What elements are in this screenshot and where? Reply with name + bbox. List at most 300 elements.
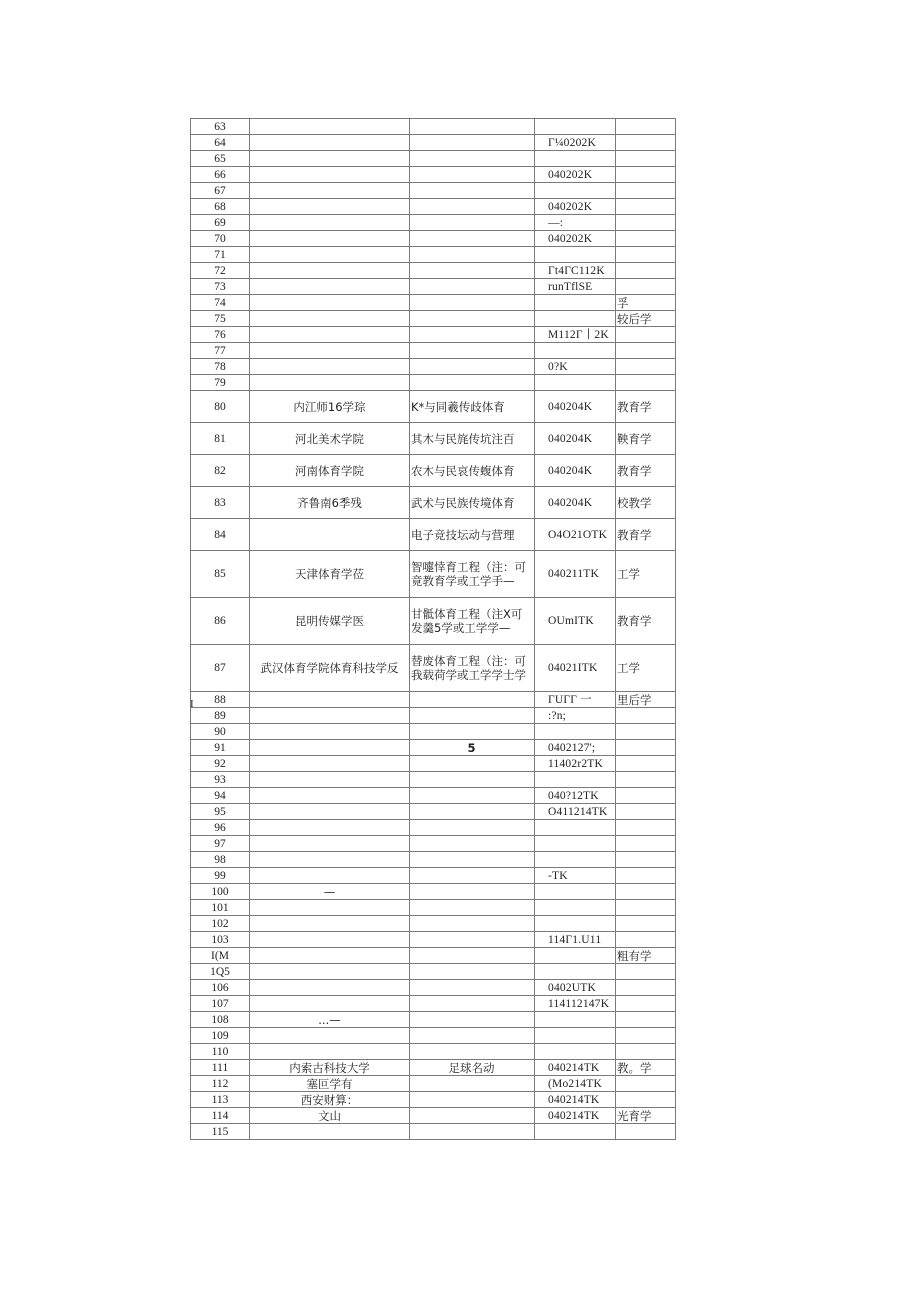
row-number-cell: 99: [191, 868, 250, 884]
table-row: [191, 231, 676, 247]
major-code-cell: 040214TK: [535, 1108, 616, 1124]
major-name-cell: 足球名动: [410, 1060, 535, 1076]
major-name-cell: [410, 804, 535, 820]
table-row: [191, 135, 676, 151]
degree-cell: 孚: [616, 295, 676, 311]
major-name-cell: 5: [410, 740, 535, 756]
table-row: [191, 932, 676, 948]
degree-cell: [616, 916, 676, 932]
table-row: [191, 423, 676, 455]
row-number-cell: 112: [191, 1076, 250, 1092]
major-code-cell: 040202K: [535, 199, 616, 215]
school-name-cell: [250, 311, 410, 327]
major-name-cell: [410, 692, 535, 708]
school-name-cell: [250, 868, 410, 884]
degree-cell: [616, 980, 676, 996]
school-name-cell: [250, 279, 410, 295]
major-code-cell: 040?12TK: [535, 788, 616, 804]
table-row: [191, 996, 676, 1012]
degree-cell: 较后学: [616, 311, 676, 327]
major-name-cell: [410, 1124, 535, 1140]
row-number-cell: 75: [191, 311, 250, 327]
major-code-cell: 040214TK: [535, 1092, 616, 1108]
table-row: [191, 1092, 676, 1108]
school-name-cell: [250, 199, 410, 215]
major-name-cell: 替废体育工程（注：可我载荷学或工学学士学: [410, 645, 535, 692]
degree-cell: [616, 359, 676, 375]
school-name-cell: 天津体育学莅: [250, 551, 410, 598]
table-row: [191, 708, 676, 724]
table-row: [191, 916, 676, 932]
row-number-cell: 68: [191, 199, 250, 215]
major-code-cell: 040214TK: [535, 1060, 616, 1076]
major-name-cell: [410, 167, 535, 183]
major-code-cell: 040202K: [535, 167, 616, 183]
row-number-cell: 63: [191, 119, 250, 135]
major-code-cell: [535, 247, 616, 263]
major-code-cell: [535, 948, 616, 964]
degree-cell: [616, 343, 676, 359]
degree-cell: 教育学: [616, 519, 676, 551]
table-row: [191, 1060, 676, 1076]
major-code-cell: 040204K: [535, 455, 616, 487]
major-name-cell: [410, 868, 535, 884]
degree-cell: 里后学: [616, 692, 676, 708]
school-name-cell: [250, 343, 410, 359]
row-number-cell: 101: [191, 900, 250, 916]
table-row: [191, 247, 676, 263]
school-name-cell: [250, 692, 410, 708]
row-number-cell: 84: [191, 519, 250, 551]
major-name-cell: [410, 263, 535, 279]
school-name-cell: [250, 740, 410, 756]
degree-cell: 教。学: [616, 1060, 676, 1076]
major-code-cell: [535, 916, 616, 932]
major-code-cell: [535, 311, 616, 327]
margin-mark: I: [190, 698, 194, 710]
major-name-cell: [410, 772, 535, 788]
table-row: [191, 1076, 676, 1092]
major-name-cell: [410, 199, 535, 215]
row-number-cell: 92: [191, 756, 250, 772]
school-name-cell: [250, 119, 410, 135]
major-code-cell: M112Γ丨2K: [535, 327, 616, 343]
degree-cell: [616, 1044, 676, 1060]
row-number-cell: 95: [191, 804, 250, 820]
row-number-cell: 110: [191, 1044, 250, 1060]
table-row: [191, 692, 676, 708]
school-name-cell: [250, 996, 410, 1012]
major-code-cell: -TK: [535, 868, 616, 884]
major-name-cell: [410, 788, 535, 804]
major-name-cell: [410, 1076, 535, 1092]
school-name-cell: [250, 1028, 410, 1044]
school-name-cell: [250, 900, 410, 916]
major-name-cell: [410, 279, 535, 295]
row-number-cell: 70: [191, 231, 250, 247]
row-number-cell: 107: [191, 996, 250, 1012]
degree-cell: [616, 151, 676, 167]
major-code-cell: 04021ITK: [535, 645, 616, 692]
school-name-cell: [250, 1124, 410, 1140]
degree-cell: [616, 708, 676, 724]
degree-cell: 光育学: [616, 1108, 676, 1124]
major-name-cell: [410, 311, 535, 327]
admissions-table-sheet: [190, 118, 675, 1140]
school-name-cell: [250, 263, 410, 279]
school-name-cell: 内江师16学琮: [250, 391, 410, 423]
major-code-cell: [535, 724, 616, 740]
major-code-cell: 0402UTK: [535, 980, 616, 996]
school-name-cell: [250, 231, 410, 247]
degree-cell: [616, 231, 676, 247]
degree-cell: [616, 772, 676, 788]
row-number-cell: 114: [191, 1108, 250, 1124]
row-number-cell: 90: [191, 724, 250, 740]
major-code-cell: 040204K: [535, 391, 616, 423]
degree-cell: [616, 1124, 676, 1140]
major-name-cell: [410, 820, 535, 836]
table-row: [191, 980, 676, 996]
table-row: [191, 836, 676, 852]
row-number-cell: 77: [191, 343, 250, 359]
table-body-top: [191, 119, 676, 391]
school-name-cell: [250, 359, 410, 375]
table-row: [191, 375, 676, 391]
major-name-cell: [410, 183, 535, 199]
row-number-cell: 1Q5: [191, 964, 250, 980]
school-name-cell: [250, 916, 410, 932]
table-row: [191, 391, 676, 423]
row-number-cell: 97: [191, 836, 250, 852]
degree-cell: [616, 375, 676, 391]
major-code-cell: [535, 884, 616, 900]
row-number-cell: 67: [191, 183, 250, 199]
degree-cell: [616, 263, 676, 279]
major-name-cell: [410, 1092, 535, 1108]
row-number-cell: 81: [191, 423, 250, 455]
school-name-cell: 昆明传媒学医: [250, 598, 410, 645]
row-number-cell: 64: [191, 135, 250, 151]
school-name-cell: [250, 724, 410, 740]
major-code-cell: [535, 119, 616, 135]
major-code-cell: 040204K: [535, 487, 616, 519]
school-name-cell: [250, 772, 410, 788]
major-code-cell: [535, 1012, 616, 1028]
major-code-cell: [535, 343, 616, 359]
row-number-cell: 98: [191, 852, 250, 868]
table-body-bottom: [191, 1060, 676, 1140]
major-name-cell: [410, 756, 535, 772]
major-code-cell: [535, 964, 616, 980]
table-row: [191, 884, 676, 900]
row-number-cell: 89: [191, 708, 250, 724]
row-number-cell: 86: [191, 598, 250, 645]
major-name-cell: [410, 932, 535, 948]
row-number-cell: 73: [191, 279, 250, 295]
major-code-cell: 0402127';: [535, 740, 616, 756]
major-name-cell: [410, 359, 535, 375]
school-name-cell: [250, 135, 410, 151]
row-number-cell: 74: [191, 295, 250, 311]
table-row: [191, 756, 676, 772]
school-name-cell: 文山: [250, 1108, 410, 1124]
major-name-cell: [410, 295, 535, 311]
degree-cell: 工学: [616, 551, 676, 598]
major-code-cell: [535, 375, 616, 391]
table-row: [191, 455, 676, 487]
school-name-cell: 西安财算：: [250, 1092, 410, 1108]
major-name-cell: 其木与民旄传坑注百: [410, 423, 535, 455]
major-code-cell: [535, 183, 616, 199]
row-number-cell: 82: [191, 455, 250, 487]
table-row: [191, 151, 676, 167]
program-table: [190, 118, 676, 1140]
major-code-cell: [535, 1044, 616, 1060]
table-row: [191, 1044, 676, 1060]
table-row: [191, 964, 676, 980]
major-name-cell: 农木与民哀传蝮体育: [410, 455, 535, 487]
school-name-cell: [250, 167, 410, 183]
table-body-mid: [191, 391, 676, 551]
major-name-cell: [410, 836, 535, 852]
degree-cell: 教育学: [616, 598, 676, 645]
school-name-cell: [250, 932, 410, 948]
school-name-cell: [250, 836, 410, 852]
table-row: [191, 804, 676, 820]
school-name-cell: [250, 295, 410, 311]
major-code-cell: 040204K: [535, 423, 616, 455]
major-name-cell: [410, 964, 535, 980]
major-name-cell: [410, 980, 535, 996]
major-code-cell: O4O21OTK: [535, 519, 616, 551]
major-name-cell: 武术与民族传境体育: [410, 487, 535, 519]
table-body-tall: [191, 551, 676, 692]
table-row: [191, 183, 676, 199]
degree-cell: [616, 1076, 676, 1092]
degree-cell: 工学: [616, 645, 676, 692]
major-name-cell: [410, 948, 535, 964]
row-number-cell: 76: [191, 327, 250, 343]
table-row: [191, 740, 676, 756]
major-name-cell: [410, 884, 535, 900]
degree-cell: [616, 868, 676, 884]
row-number-cell: 111: [191, 1060, 250, 1076]
row-number-cell: 100: [191, 884, 250, 900]
row-number-cell: 83: [191, 487, 250, 519]
major-code-cell: OUmITK: [535, 598, 616, 645]
major-code-cell: [535, 1124, 616, 1140]
degree-cell: [616, 1092, 676, 1108]
school-name-cell: 齐鲁南6季残: [250, 487, 410, 519]
school-name-cell: [250, 804, 410, 820]
school-name-cell: 塞叵学有: [250, 1076, 410, 1092]
major-code-cell: [535, 900, 616, 916]
degree-cell: 校教学: [616, 487, 676, 519]
table-body-lower: [191, 692, 676, 1060]
row-number-cell: 91: [191, 740, 250, 756]
table-row: [191, 1124, 676, 1140]
degree-cell: [616, 964, 676, 980]
row-number-cell: 113: [191, 1092, 250, 1108]
table-row: [191, 772, 676, 788]
major-code-cell: [535, 820, 616, 836]
degree-cell: [616, 119, 676, 135]
major-code-cell: Γt4ΓC112K: [535, 263, 616, 279]
school-name-cell: [250, 247, 410, 263]
major-name-cell: 智嚏悻育工程（注：可竟教育学或工学手—: [410, 551, 535, 598]
major-code-cell: (Mo214TK: [535, 1076, 616, 1092]
degree-cell: [616, 1028, 676, 1044]
major-code-cell: runTflSE: [535, 279, 616, 295]
row-number-cell: 85: [191, 551, 250, 598]
major-code-cell: :?n;: [535, 708, 616, 724]
school-name-cell: [250, 708, 410, 724]
row-number-cell: 69: [191, 215, 250, 231]
major-name-cell: [410, 1108, 535, 1124]
major-code-cell: —:: [535, 215, 616, 231]
table-row: [191, 199, 676, 215]
table-row: [191, 311, 676, 327]
degree-cell: [616, 820, 676, 836]
major-code-cell: 114112147K: [535, 996, 616, 1012]
major-code-cell: 11402r2TK: [535, 756, 616, 772]
school-name-cell: 武汉体育学院体育科技学反: [250, 645, 410, 692]
major-name-cell: [410, 247, 535, 263]
degree-cell: [616, 852, 676, 868]
major-code-cell: [535, 295, 616, 311]
degree-cell: [616, 167, 676, 183]
school-name-cell: 内索古科技大学: [250, 1060, 410, 1076]
major-name-cell: [410, 327, 535, 343]
row-number-cell: 78: [191, 359, 250, 375]
row-number-cell: 102: [191, 916, 250, 932]
row-number-cell: 80: [191, 391, 250, 423]
degree-cell: [616, 183, 676, 199]
table-row: [191, 551, 676, 598]
table-row: [191, 900, 676, 916]
major-code-cell: [535, 836, 616, 852]
school-name-cell: [250, 519, 410, 551]
table-row: [191, 215, 676, 231]
table-row: [191, 724, 676, 740]
degree-cell: [616, 900, 676, 916]
school-name-cell: —: [250, 884, 410, 900]
table-row: [191, 119, 676, 135]
degree-cell: [616, 996, 676, 1012]
table-row: [191, 1028, 676, 1044]
table-row: [191, 167, 676, 183]
major-name-cell: [410, 135, 535, 151]
table-row: [191, 263, 676, 279]
row-number-cell: 115: [191, 1124, 250, 1140]
major-name-cell: [410, 1044, 535, 1060]
school-name-cell: [250, 327, 410, 343]
school-name-cell: [250, 151, 410, 167]
school-name-cell: [250, 756, 410, 772]
row-number-cell: I(M: [191, 948, 250, 964]
major-name-cell: K*与同羲传歧体育: [410, 391, 535, 423]
school-name-cell: [250, 215, 410, 231]
major-name-cell: [410, 343, 535, 359]
major-name-cell: [410, 900, 535, 916]
major-name-cell: [410, 916, 535, 932]
row-number-cell: 103: [191, 932, 250, 948]
major-name-cell: [410, 996, 535, 1012]
major-code-cell: [535, 852, 616, 868]
major-code-cell: [535, 1028, 616, 1044]
school-name-cell: ...—: [250, 1012, 410, 1028]
table-row: [191, 948, 676, 964]
major-code-cell: 114Γ1.U11: [535, 932, 616, 948]
major-code-cell: 040211TK: [535, 551, 616, 598]
row-number-cell: 71: [191, 247, 250, 263]
major-code-cell: [535, 151, 616, 167]
row-number-cell: 93: [191, 772, 250, 788]
row-number-cell: 66: [191, 167, 250, 183]
major-name-cell: [410, 215, 535, 231]
school-name-cell: [250, 852, 410, 868]
school-name-cell: 河南体育学院: [250, 455, 410, 487]
table-row: [191, 852, 676, 868]
major-name-cell: [410, 151, 535, 167]
degree-cell: [616, 327, 676, 343]
major-name-cell: [410, 724, 535, 740]
school-name-cell: [250, 788, 410, 804]
table-row: [191, 788, 676, 804]
table-row: [191, 487, 676, 519]
table-row: [191, 1108, 676, 1124]
row-number-cell: 108: [191, 1012, 250, 1028]
table-row: [191, 820, 676, 836]
degree-cell: [616, 1012, 676, 1028]
row-number-cell: 88: [191, 692, 250, 708]
degree-cell: [616, 724, 676, 740]
degree-cell: [616, 279, 676, 295]
degree-cell: 教育学: [616, 391, 676, 423]
table-row: [191, 645, 676, 692]
major-name-cell: [410, 1028, 535, 1044]
major-code-cell: 0?K: [535, 359, 616, 375]
major-name-cell: [410, 708, 535, 724]
school-name-cell: [250, 820, 410, 836]
table-row: [191, 279, 676, 295]
degree-cell: [616, 836, 676, 852]
row-number-cell: 106: [191, 980, 250, 996]
table-row: [191, 343, 676, 359]
degree-cell: [616, 199, 676, 215]
row-number-cell: 65: [191, 151, 250, 167]
school-name-cell: [250, 948, 410, 964]
school-name-cell: [250, 183, 410, 199]
major-name-cell: 甘骶体育工程（注X可发羹5学或工学学—: [410, 598, 535, 645]
major-name-cell: [410, 231, 535, 247]
row-number-cell: 109: [191, 1028, 250, 1044]
degree-cell: [616, 756, 676, 772]
table-row: [191, 359, 676, 375]
row-number-cell: 79: [191, 375, 250, 391]
major-name-cell: [410, 119, 535, 135]
school-name-cell: 河北美术学院: [250, 423, 410, 455]
table-row: [191, 295, 676, 311]
major-code-cell: O411214TK: [535, 804, 616, 820]
major-name-cell: [410, 375, 535, 391]
table-row: [191, 868, 676, 884]
major-code-cell: Γ¼0202K: [535, 135, 616, 151]
school-name-cell: [250, 980, 410, 996]
row-number-cell: 72: [191, 263, 250, 279]
row-number-cell: 94: [191, 788, 250, 804]
